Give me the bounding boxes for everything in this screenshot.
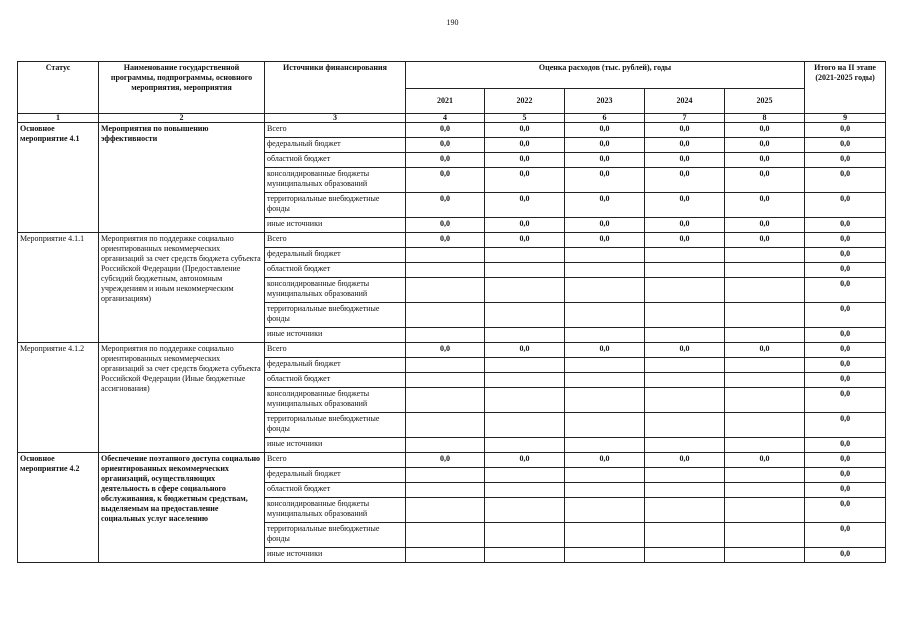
total-value: 0,0 (805, 388, 886, 413)
total-value: 0,0 (805, 498, 886, 523)
year-value (565, 263, 645, 278)
year-value (725, 438, 805, 453)
funding-source: Всего (265, 453, 406, 468)
year-value (645, 358, 725, 373)
year-value (406, 248, 485, 263)
funding-source: консолидированные бюджеты муниципальных образований (265, 278, 406, 303)
year-value (406, 328, 485, 343)
year-value: 0,0 (725, 453, 805, 468)
header-year: 2025 (725, 89, 805, 114)
header-name: Наименование государственной программы, подпрограммы, основного мероприятия, мероприятия (99, 62, 265, 114)
total-value: 0,0 (805, 438, 886, 453)
year-value (645, 523, 725, 548)
total-value: 0,0 (805, 123, 886, 138)
funding-source: областной бюджет (265, 263, 406, 278)
year-value (485, 248, 565, 263)
year-value (406, 373, 485, 388)
year-value (565, 358, 645, 373)
funding-source: иные источники (265, 328, 406, 343)
column-number: 4 (406, 114, 485, 123)
year-value: 0,0 (725, 168, 805, 193)
year-value (406, 388, 485, 413)
total-value: 0,0 (805, 453, 886, 468)
year-value (406, 468, 485, 483)
year-value (725, 373, 805, 388)
year-value: 0,0 (725, 153, 805, 168)
year-value: 0,0 (645, 123, 725, 138)
year-value: 0,0 (406, 123, 485, 138)
year-value (485, 278, 565, 303)
total-value: 0,0 (805, 523, 886, 548)
total-value: 0,0 (805, 373, 886, 388)
year-value (565, 438, 645, 453)
year-value (645, 438, 725, 453)
row-status: Основное мероприятие 4.2 (18, 453, 99, 563)
total-value: 0,0 (805, 483, 886, 498)
header-total: Итого на II этапе (2021-2025 годы) (805, 62, 886, 114)
funding-source: федеральный бюджет (265, 138, 406, 153)
year-value: 0,0 (725, 233, 805, 248)
total-value: 0,0 (805, 218, 886, 233)
year-value: 0,0 (406, 153, 485, 168)
year-value: 0,0 (565, 453, 645, 468)
year-value (485, 548, 565, 563)
year-value: 0,0 (485, 138, 565, 153)
year-value (485, 413, 565, 438)
year-value (485, 373, 565, 388)
funding-source: Всего (265, 233, 406, 248)
year-value: 0,0 (565, 138, 645, 153)
funding-source: федеральный бюджет (265, 358, 406, 373)
year-value (725, 413, 805, 438)
year-value: 0,0 (406, 168, 485, 193)
year-value (406, 413, 485, 438)
funding-source: Всего (265, 343, 406, 358)
year-value (725, 358, 805, 373)
page-number: 190 (446, 18, 459, 27)
year-value: 0,0 (645, 168, 725, 193)
total-value: 0,0 (805, 278, 886, 303)
column-number: 9 (805, 114, 886, 123)
year-value (565, 248, 645, 263)
year-value (406, 303, 485, 328)
row-name: Мероприятия по поддержке социально ориентированных некоммерческих организаций за счет средств бюджета субъекта Российской Федерации (Предоставление субсидий бюджетным, автономным учреждениям и иным некоммерческим организациям) (99, 233, 265, 343)
year-value (485, 263, 565, 278)
year-value: 0,0 (565, 168, 645, 193)
total-value: 0,0 (805, 248, 886, 263)
year-value (565, 388, 645, 413)
year-value (406, 438, 485, 453)
funding-source: территориальные внебюджетные фонды (265, 413, 406, 438)
year-value (645, 413, 725, 438)
year-value (645, 278, 725, 303)
year-value (406, 263, 485, 278)
year-value (725, 303, 805, 328)
year-value: 0,0 (406, 138, 485, 153)
total-value: 0,0 (805, 413, 886, 438)
year-value: 0,0 (485, 343, 565, 358)
year-value: 0,0 (565, 153, 645, 168)
year-value (725, 328, 805, 343)
year-value (485, 483, 565, 498)
table-body (18, 123, 886, 563)
column-number: 7 (645, 114, 725, 123)
funding-source: консолидированные бюджеты муниципальных образований (265, 388, 406, 413)
total-value: 0,0 (805, 168, 886, 193)
year-value (645, 303, 725, 328)
year-value: 0,0 (725, 193, 805, 218)
year-value (725, 523, 805, 548)
header-status: Статус (18, 62, 99, 114)
funding-source: иные источники (265, 438, 406, 453)
row-status: Основное мероприятие 4.1 (18, 123, 99, 233)
column-number: 8 (725, 114, 805, 123)
total-value: 0,0 (805, 468, 886, 483)
table-header (18, 62, 886, 123)
year-value (565, 483, 645, 498)
year-value (565, 548, 645, 563)
funding-source: территориальные внебюджетные фонды (265, 193, 406, 218)
total-value: 0,0 (805, 548, 886, 563)
year-value: 0,0 (565, 218, 645, 233)
total-value: 0,0 (805, 328, 886, 343)
year-value: 0,0 (645, 453, 725, 468)
year-value (645, 373, 725, 388)
funding-source: областной бюджет (265, 373, 406, 388)
table-row (18, 453, 886, 468)
table-row (18, 233, 886, 248)
funding-source: федеральный бюджет (265, 248, 406, 263)
year-value (645, 388, 725, 413)
year-value (725, 388, 805, 413)
total-value: 0,0 (805, 193, 886, 218)
year-value: 0,0 (406, 193, 485, 218)
year-value: 0,0 (406, 218, 485, 233)
year-value: 0,0 (645, 233, 725, 248)
year-value (725, 548, 805, 563)
year-value (406, 498, 485, 523)
total-value: 0,0 (805, 138, 886, 153)
column-number: 3 (265, 114, 406, 123)
year-value (406, 358, 485, 373)
row-status: Мероприятие 4.1.1 (18, 233, 99, 343)
row-name: Мероприятия по поддержке социально ориентированных некоммерческих организаций за счет средств бюджета субъекта Российской Федерации (Иные бюджетные ассигнования) (99, 343, 265, 453)
year-value (485, 468, 565, 483)
year-value (645, 248, 725, 263)
year-value: 0,0 (485, 218, 565, 233)
year-value: 0,0 (485, 453, 565, 468)
year-value: 0,0 (485, 233, 565, 248)
year-value (406, 483, 485, 498)
year-value: 0,0 (725, 343, 805, 358)
year-value (565, 468, 645, 483)
column-number: 6 (565, 114, 645, 123)
header-year: 2023 (565, 89, 645, 114)
column-number: 5 (485, 114, 565, 123)
column-number-row (18, 114, 886, 123)
column-number: 1 (18, 114, 99, 123)
year-value (406, 548, 485, 563)
year-value (485, 523, 565, 548)
year-value (485, 498, 565, 523)
funding-source: областной бюджет (265, 153, 406, 168)
year-value (565, 523, 645, 548)
total-value: 0,0 (805, 303, 886, 328)
year-value: 0,0 (485, 153, 565, 168)
year-value (485, 388, 565, 413)
total-value: 0,0 (805, 358, 886, 373)
year-value: 0,0 (565, 343, 645, 358)
total-value: 0,0 (805, 343, 886, 358)
year-value (565, 328, 645, 343)
total-value: 0,0 (805, 153, 886, 168)
year-value (565, 373, 645, 388)
header-estimate: Оценка расходов (тыс. рублей), годы (406, 62, 805, 89)
column-number: 2 (99, 114, 265, 123)
year-value (485, 303, 565, 328)
table-row (18, 123, 886, 138)
year-value: 0,0 (565, 123, 645, 138)
header-year: 2022 (485, 89, 565, 114)
funding-source: консолидированные бюджеты муниципальных образований (265, 168, 406, 193)
year-value (725, 248, 805, 263)
year-value (645, 483, 725, 498)
year-value (406, 523, 485, 548)
year-value (725, 263, 805, 278)
year-value (725, 278, 805, 303)
row-name: Мероприятия по повышению эффективности (99, 123, 265, 233)
year-value: 0,0 (406, 233, 485, 248)
row-name: Обеспечение поэтапного доступа социально ориентированных некоммерческих организаций, осуществляющих деятельность в сфере социального обслуживания, к бюджетным средствам, выделяемым на предоставление социальных услуг населению (99, 453, 265, 563)
year-value (406, 278, 485, 303)
year-value (645, 263, 725, 278)
year-value (485, 438, 565, 453)
funding-source: Всего (265, 123, 406, 138)
year-value: 0,0 (485, 168, 565, 193)
header-sources: Источники финансирования (265, 62, 406, 114)
year-value (645, 498, 725, 523)
year-value (645, 328, 725, 343)
year-value: 0,0 (406, 343, 485, 358)
year-value (565, 498, 645, 523)
year-value: 0,0 (645, 218, 725, 233)
year-value: 0,0 (485, 193, 565, 218)
year-value: 0,0 (565, 193, 645, 218)
table-row (18, 343, 886, 358)
header-year: 2024 (645, 89, 725, 114)
year-value (725, 498, 805, 523)
year-value (645, 548, 725, 563)
funding-source: территориальные внебюджетные фонды (265, 303, 406, 328)
budget-table (17, 61, 886, 563)
year-value (565, 303, 645, 328)
year-value: 0,0 (485, 123, 565, 138)
year-value (645, 468, 725, 483)
funding-source: консолидированные бюджеты муниципальных образований (265, 498, 406, 523)
year-value (725, 483, 805, 498)
row-status: Мероприятие 4.1.2 (18, 343, 99, 453)
year-value (565, 413, 645, 438)
funding-source: территориальные внебюджетные фонды (265, 523, 406, 548)
year-value (485, 328, 565, 343)
funding-source: областной бюджет (265, 483, 406, 498)
year-value: 0,0 (565, 233, 645, 248)
year-value (725, 468, 805, 483)
funding-source: федеральный бюджет (265, 468, 406, 483)
total-value: 0,0 (805, 263, 886, 278)
year-value (565, 278, 645, 303)
year-value (485, 358, 565, 373)
year-value: 0,0 (406, 453, 485, 468)
year-value: 0,0 (645, 343, 725, 358)
year-value: 0,0 (645, 193, 725, 218)
funding-source: иные источники (265, 218, 406, 233)
year-value: 0,0 (725, 138, 805, 153)
header-year: 2021 (406, 89, 485, 114)
year-value: 0,0 (725, 218, 805, 233)
year-value: 0,0 (725, 123, 805, 138)
funding-source: иные источники (265, 548, 406, 563)
year-value: 0,0 (645, 138, 725, 153)
year-value: 0,0 (645, 153, 725, 168)
total-value: 0,0 (805, 233, 886, 248)
